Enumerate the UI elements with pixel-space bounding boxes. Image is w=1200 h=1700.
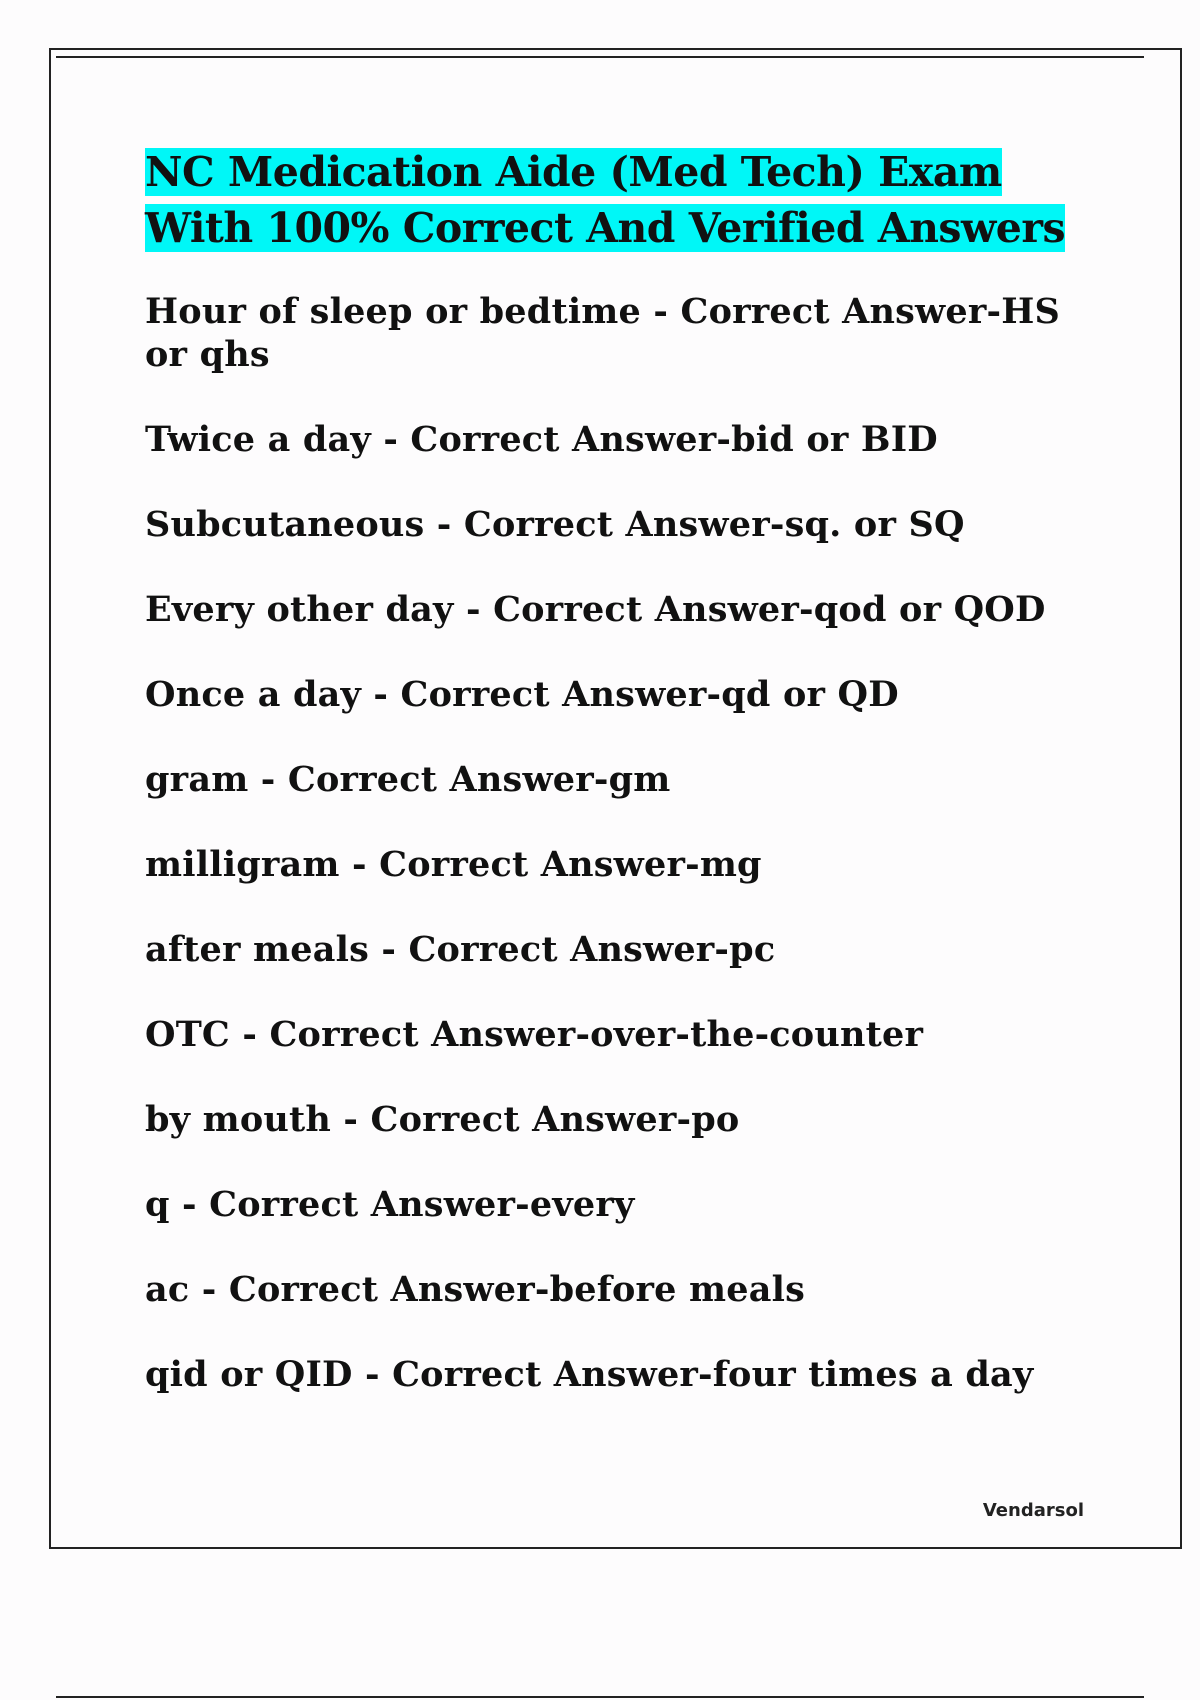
qa-item: Every other day - Correct Answer-qod or QOD xyxy=(145,589,1046,630)
qa-item: Twice a day - Correct Answer-bid or BID xyxy=(145,419,938,460)
qa-item: OTC - Correct Answer-over-the-counter xyxy=(145,1014,924,1055)
qa-list xyxy=(145,290,1105,1396)
qa-item: Once a day - Correct Answer-qd or QD xyxy=(145,674,899,715)
qa-item: qid or QID - Correct Answer-four times a day xyxy=(145,1354,1034,1395)
qa-item: Subcutaneous - Correct Answer-sq. or SQ xyxy=(145,504,965,545)
qa-item: gram - Correct Answer-gm xyxy=(145,759,671,800)
document-content xyxy=(145,144,1105,1438)
footer-brand: Vendarsol xyxy=(982,1500,1084,1521)
document-title xyxy=(145,144,1105,256)
qa-item: Hour of sleep or bedtime - Correct Answer-HS or qhs xyxy=(145,291,1060,375)
qa-item: milligram - Correct Answer-mg xyxy=(145,844,762,885)
qa-item: by mouth - Correct Answer-po xyxy=(145,1099,740,1140)
qa-item: after meals - Correct Answer-pc xyxy=(145,929,776,970)
qa-item: q - Correct Answer-every xyxy=(145,1184,635,1225)
qa-item: ac - Correct Answer-before meals xyxy=(145,1269,805,1310)
document-title-text: NC Medication Aide (Med Tech) Exam With 100% Correct And Verified Answers xyxy=(145,148,1066,252)
bottom-rule xyxy=(56,1696,1144,1698)
top-rule xyxy=(56,56,1144,58)
